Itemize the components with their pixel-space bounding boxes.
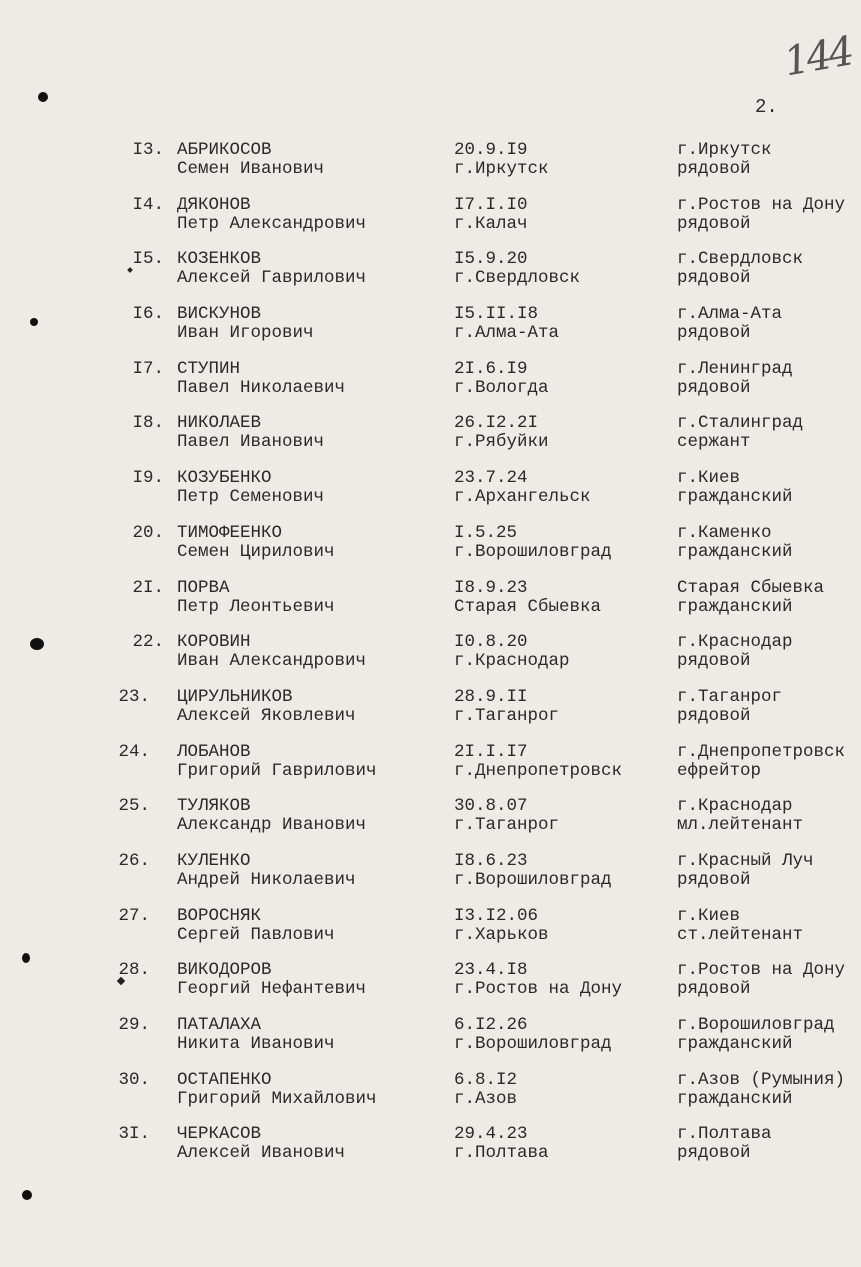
surname: КОЗЕНКОВ bbox=[177, 249, 262, 270]
person-name bbox=[177, 360, 345, 398]
military-rank: сержант bbox=[677, 432, 751, 453]
residence-city: Старая Сбыевка bbox=[677, 577, 825, 598]
person-record bbox=[0, 305, 861, 360]
person-name bbox=[177, 250, 366, 288]
military-rank: гражданский bbox=[677, 1034, 793, 1054]
given-name-patronymic: Петр Леонтьевич bbox=[177, 596, 335, 617]
surname: ПАТАЛАХА bbox=[177, 1015, 262, 1035]
birth-place: г.Иркутск bbox=[454, 159, 549, 179]
surname: ТУЛЯКОВ bbox=[177, 796, 251, 817]
residence-rank bbox=[677, 196, 845, 234]
birth-info bbox=[454, 305, 559, 343]
military-rank: рядовой bbox=[677, 869, 751, 890]
given-name-patronymic: Георгий Нефантевич bbox=[177, 979, 367, 1000]
person-name bbox=[177, 633, 366, 671]
military-rank: гражданский bbox=[677, 541, 793, 562]
birth-date: I7.I.I0 bbox=[454, 194, 528, 215]
military-rank: гражданский bbox=[677, 487, 793, 508]
birth-date: 6.I2.26 bbox=[454, 1015, 528, 1035]
birth-date: 6.8.I2 bbox=[454, 1069, 518, 1090]
given-name-patronymic: Александр Иванович bbox=[177, 815, 367, 836]
record-number: I9. bbox=[132, 468, 164, 489]
person-record bbox=[0, 469, 861, 524]
birth-place: г.Свердловск bbox=[454, 268, 581, 289]
given-name-patronymic: Иван Игорович bbox=[177, 323, 314, 344]
birth-date: I3.I2.06 bbox=[454, 905, 539, 926]
given-name-patronymic: Григорий Гаврилович bbox=[177, 760, 377, 781]
surname: ПОРВА bbox=[177, 577, 230, 598]
record-number: 20. bbox=[132, 522, 164, 543]
record-number: I6. bbox=[132, 304, 164, 325]
birth-place: г.Вологда bbox=[454, 377, 549, 398]
person-record bbox=[0, 1016, 861, 1071]
residence-city: г.Красный Луч bbox=[677, 850, 814, 871]
birth-place: Старая Сбыевка bbox=[454, 596, 602, 617]
military-rank: ст.лейтенант bbox=[677, 924, 804, 945]
record-number: 25. bbox=[118, 796, 150, 817]
person-record bbox=[0, 360, 861, 415]
surname: КОРОВИН bbox=[177, 632, 251, 653]
person-record bbox=[0, 852, 861, 907]
given-name-patronymic: Григорий Михайлович bbox=[177, 1088, 377, 1109]
military-rank: гражданский bbox=[677, 596, 793, 617]
birth-place: г.Калач bbox=[454, 213, 528, 234]
person-name bbox=[177, 196, 366, 234]
residence-city: г.Полтава bbox=[677, 1124, 772, 1145]
person-name bbox=[177, 414, 324, 452]
person-record bbox=[0, 1071, 861, 1126]
person-record bbox=[0, 250, 861, 305]
record-number: 2I. bbox=[132, 577, 164, 598]
given-name-patronymic: Алексей Гаврилович bbox=[177, 268, 367, 289]
residence-rank bbox=[677, 579, 824, 617]
given-name-patronymic: Петр Семенович bbox=[177, 487, 325, 508]
record-number: 3I. bbox=[118, 1124, 150, 1145]
birth-place: г.Ворошиловград bbox=[454, 541, 612, 562]
birth-date: I8.6.23 bbox=[454, 850, 528, 871]
birth-info bbox=[454, 1071, 517, 1109]
birth-info bbox=[454, 1125, 549, 1163]
person-name bbox=[177, 1125, 345, 1163]
residence-city: г.Свердловск bbox=[677, 249, 804, 270]
binder-hole-mark bbox=[22, 1190, 32, 1200]
record-number: 23. bbox=[118, 686, 150, 707]
person-record bbox=[0, 961, 861, 1016]
residence-city: г.Киев bbox=[677, 905, 741, 926]
residence-rank bbox=[677, 743, 845, 781]
residence-city: г.Краснодар bbox=[677, 796, 793, 817]
military-rank: мл.лейтенант bbox=[677, 815, 804, 836]
residence-rank bbox=[677, 852, 814, 890]
person-record bbox=[0, 907, 861, 962]
birth-place: г.Краснодар bbox=[454, 651, 570, 672]
record-number: 28. bbox=[118, 960, 150, 981]
record-number: 24. bbox=[118, 741, 150, 762]
surname: СТУПИН bbox=[177, 358, 241, 379]
record-number: I7. bbox=[132, 358, 164, 379]
residence-rank bbox=[677, 360, 793, 398]
birth-info bbox=[454, 633, 570, 671]
birth-date: I5.II.I8 bbox=[454, 304, 539, 325]
birth-info bbox=[454, 1016, 612, 1054]
birth-date: 26.I2.2I bbox=[454, 413, 539, 434]
given-name-patronymic: Алексей Яковлевич bbox=[177, 705, 356, 726]
residence-rank bbox=[677, 141, 772, 179]
military-rank: рядовой bbox=[677, 979, 751, 1000]
record-number: I5. bbox=[132, 249, 164, 270]
birth-date: I0.8.20 bbox=[454, 632, 528, 653]
birth-info bbox=[454, 250, 580, 288]
person-record bbox=[0, 196, 861, 251]
record-number: 29. bbox=[118, 1015, 150, 1035]
record-number: I8. bbox=[132, 413, 164, 434]
person-name bbox=[177, 961, 366, 999]
birth-date: I8.9.23 bbox=[454, 577, 528, 598]
person-name bbox=[177, 1071, 377, 1109]
military-rank: рядовой bbox=[677, 323, 751, 344]
birth-place: г.Алма-Ата bbox=[454, 323, 560, 344]
record-number: 27. bbox=[118, 905, 150, 926]
given-name-patronymic: Сергей Павлович bbox=[177, 924, 335, 945]
residence-city: г.Сталинград bbox=[677, 413, 804, 434]
surname: КОЗУБЕНКО bbox=[177, 468, 272, 489]
residence-rank bbox=[677, 305, 782, 343]
birth-place: г.Харьков bbox=[454, 924, 549, 945]
person-record bbox=[0, 414, 861, 469]
record-number: I4. bbox=[132, 194, 164, 215]
residence-city: г.Алма-Ата bbox=[677, 304, 783, 325]
birth-info bbox=[454, 797, 559, 835]
given-name-patronymic: Алексей Иванович bbox=[177, 1143, 346, 1164]
residence-city: г.Ворошиловград bbox=[677, 1015, 835, 1035]
birth-place: г.Ростов на Дону bbox=[454, 979, 623, 1000]
person-name bbox=[177, 743, 377, 781]
birth-date: 28.9.II bbox=[454, 686, 528, 707]
record-number: 26. bbox=[118, 850, 150, 871]
given-name-patronymic: Семен Иванович bbox=[177, 159, 325, 179]
surname: АБРИКОСОВ bbox=[177, 140, 272, 160]
birth-info bbox=[454, 196, 528, 234]
military-rank: рядовой bbox=[677, 268, 751, 289]
birth-info bbox=[454, 360, 549, 398]
record-number: 22. bbox=[132, 632, 164, 653]
birth-info bbox=[454, 688, 559, 726]
person-name bbox=[177, 797, 366, 835]
residence-rank bbox=[677, 1125, 772, 1163]
birth-info bbox=[454, 469, 591, 507]
birth-info bbox=[454, 907, 549, 945]
person-name bbox=[177, 852, 356, 890]
residence-rank bbox=[677, 469, 793, 507]
person-name bbox=[177, 524, 335, 562]
residence-city: г.Иркутск bbox=[677, 140, 772, 160]
person-name bbox=[177, 688, 356, 726]
birth-date: 29.4.23 bbox=[454, 1124, 528, 1145]
birth-place: г.Таганрог bbox=[454, 815, 560, 836]
birth-place: г.Таганрог bbox=[454, 705, 560, 726]
birth-place: г.Полтава bbox=[454, 1143, 549, 1164]
residence-rank bbox=[677, 907, 803, 945]
person-name bbox=[177, 469, 324, 507]
surname: ТИМОФЕЕНКО bbox=[177, 522, 283, 543]
birth-date: I.5.25 bbox=[454, 522, 518, 543]
person-name bbox=[177, 1016, 335, 1054]
surname: ВОРОСНЯК bbox=[177, 905, 262, 926]
surname: ОСТАПЕНКО bbox=[177, 1069, 272, 1090]
person-name bbox=[177, 579, 335, 617]
residence-rank bbox=[677, 524, 793, 562]
birth-date: 23.4.I8 bbox=[454, 960, 528, 981]
residence-city: г.Краснодар bbox=[677, 632, 793, 653]
residence-city: г.Днепропетровск bbox=[677, 741, 846, 762]
birth-place: г.Днепропетровск bbox=[454, 760, 623, 781]
surname: ВИСКУНОВ bbox=[177, 304, 262, 325]
residence-city: г.Азов (Румыния) bbox=[677, 1069, 846, 1090]
person-name bbox=[177, 141, 324, 179]
binder-hole-mark bbox=[38, 92, 48, 102]
birth-date: I5.9.20 bbox=[454, 249, 528, 270]
birth-date: 2I.I.I7 bbox=[454, 741, 528, 762]
military-rank: рядовой bbox=[677, 705, 751, 726]
birth-info bbox=[454, 141, 549, 179]
surname: ВИКОДОРОВ bbox=[177, 960, 272, 981]
birth-place: г.Ворошиловград bbox=[454, 1034, 612, 1054]
surname: ЦИРУЛЬНИКОВ bbox=[177, 686, 293, 707]
given-name-patronymic: Петр Александрович bbox=[177, 213, 367, 234]
birth-info bbox=[454, 852, 612, 890]
birth-place: г.Архангельск bbox=[454, 487, 591, 508]
given-name-patronymic: Павел Николаевич bbox=[177, 377, 346, 398]
person-name bbox=[177, 305, 314, 343]
person-record bbox=[0, 1125, 861, 1180]
military-rank: ефрейтор bbox=[677, 760, 762, 781]
birth-date: 20.9.I9 bbox=[454, 140, 528, 160]
birth-info bbox=[454, 579, 601, 617]
birth-date: 30.8.07 bbox=[454, 796, 528, 817]
person-record bbox=[0, 797, 861, 852]
residence-rank bbox=[677, 414, 803, 452]
birth-date: 23.7.24 bbox=[454, 468, 528, 489]
birth-info bbox=[454, 414, 549, 452]
person-record bbox=[0, 141, 861, 196]
person-name bbox=[177, 907, 335, 945]
birth-place: г.Ворошиловград bbox=[454, 869, 612, 890]
surname: НИКОЛАЕВ bbox=[177, 413, 262, 434]
birth-info bbox=[454, 524, 612, 562]
military-rank: рядовой bbox=[677, 213, 751, 234]
residence-city: г.Ростов на Дону bbox=[677, 960, 846, 981]
military-rank: рядовой bbox=[677, 1143, 751, 1164]
residence-city: г.Таганрог bbox=[677, 686, 783, 707]
record-number: I3. bbox=[132, 140, 164, 160]
handwritten-page-mark: 144 bbox=[780, 28, 855, 86]
given-name-patronymic: Иван Александрович bbox=[177, 651, 367, 672]
given-name-patronymic: Павел Иванович bbox=[177, 432, 325, 453]
residence-rank bbox=[677, 688, 782, 726]
surname: ДЯКОНОВ bbox=[177, 194, 251, 215]
person-record bbox=[0, 579, 861, 634]
residence-city: г.Каменко bbox=[677, 522, 772, 543]
given-name-patronymic: Андрей Николаевич bbox=[177, 869, 356, 890]
military-rank: рядовой bbox=[677, 651, 751, 672]
person-record bbox=[0, 524, 861, 579]
surname: ЧЕРКАСОВ bbox=[177, 1124, 262, 1145]
record-number: 30. bbox=[118, 1069, 150, 1090]
surname: ЛОБАНОВ bbox=[177, 741, 251, 762]
page-number: 2. bbox=[755, 96, 778, 118]
residence-rank bbox=[677, 797, 803, 835]
person-record bbox=[0, 743, 861, 798]
residence-rank bbox=[677, 1071, 845, 1109]
residence-rank bbox=[677, 250, 803, 288]
given-name-patronymic: Никита Иванович bbox=[177, 1034, 335, 1054]
person-record bbox=[0, 688, 861, 743]
birth-date: 2I.6.I9 bbox=[454, 358, 528, 379]
residence-rank bbox=[677, 633, 793, 671]
birth-info bbox=[454, 961, 622, 999]
military-rank: гражданский bbox=[677, 1088, 793, 1109]
personnel-list bbox=[0, 141, 861, 1180]
given-name-patronymic: Семен Цирилович bbox=[177, 541, 335, 562]
residence-city: г.Ленинград bbox=[677, 358, 793, 379]
birth-info bbox=[454, 743, 622, 781]
military-rank: рядовой bbox=[677, 159, 751, 179]
person-record bbox=[0, 633, 861, 688]
surname: КУЛЕНКО bbox=[177, 850, 251, 871]
residence-rank bbox=[677, 961, 845, 999]
residence-city: г.Киев bbox=[677, 468, 741, 489]
military-rank: рядовой bbox=[677, 377, 751, 398]
birth-place: г.Азов bbox=[454, 1088, 518, 1109]
residence-city: г.Ростов на Дону bbox=[677, 194, 846, 215]
birth-place: г.Рябуйки bbox=[454, 432, 549, 453]
residence-rank bbox=[677, 1016, 835, 1054]
